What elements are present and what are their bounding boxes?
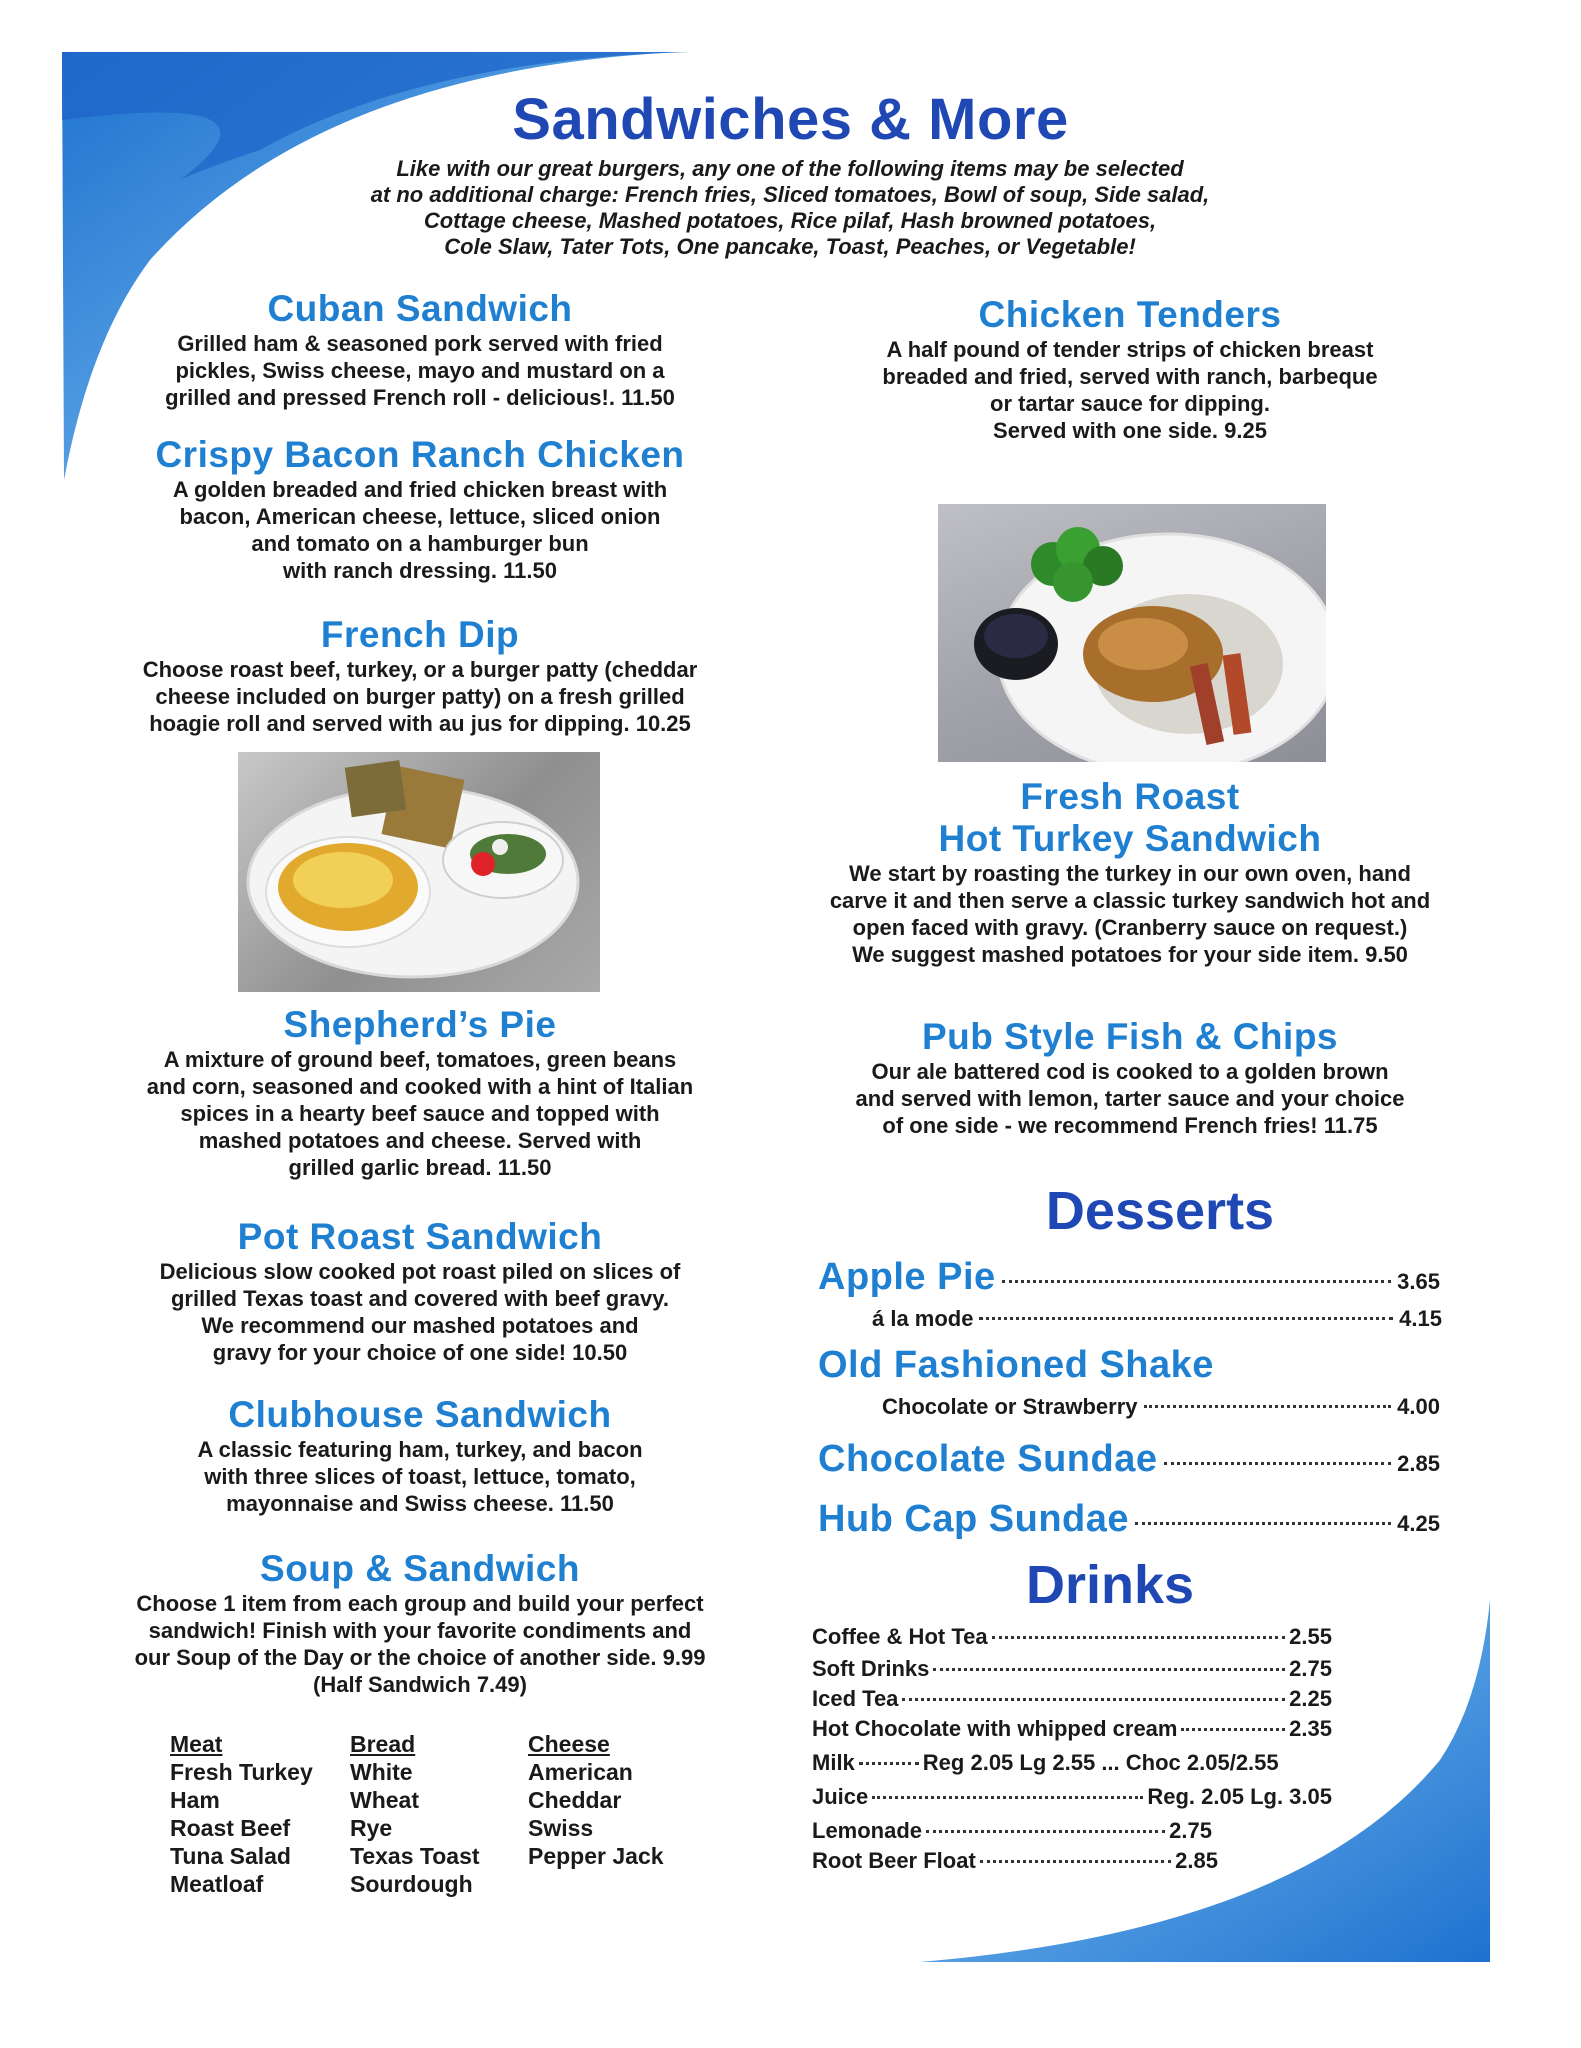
drink-name: Juice — [812, 1784, 869, 1809]
dot-leader — [926, 1830, 1165, 1833]
item-description — [790, 1058, 1470, 1139]
item-title: Chicken Tenders — [978, 294, 1282, 335]
item-description — [80, 1258, 760, 1366]
desc-line: Choose roast beef, turkey, or a burger patty (cheddar — [142, 657, 698, 682]
desc-line: hoagie roll and served with au jus for dipping. 10.25 — [149, 711, 691, 736]
drink-price: 2.75 — [1169, 1818, 1212, 1843]
dessert-name: á la mode — [872, 1306, 974, 1331]
drinks-heading: Drinks — [1025, 1555, 1195, 1615]
desc-line: with three slices of toast, lettuce, tomato, — [204, 1464, 636, 1489]
desc-line: with ranch dressing. 11.50 — [283, 558, 557, 583]
drink-name: Soft Drinks — [812, 1656, 930, 1681]
drink-name: Iced Tea — [812, 1686, 899, 1711]
drink-name: Root Beer Float — [812, 1848, 976, 1873]
shepherds-pie-photo — [238, 752, 600, 992]
group-item: Fresh Turkey — [170, 1759, 313, 1785]
desc-line: pickles, Swiss cheese, mayo and mustard on a — [175, 358, 665, 383]
crispy-bacon-ranch-item — [80, 434, 760, 584]
desc-line: Choose 1 item from each group and build your perfect — [136, 1591, 704, 1616]
group-item: Pepper Jack — [528, 1843, 664, 1869]
item-title: Clubhouse Sandwich — [228, 1394, 612, 1435]
desc-line: We suggest mashed potatoes for your side item. 9.50 — [852, 942, 1408, 967]
desc-line: mayonnaise and Swiss cheese. 11.50 — [226, 1491, 614, 1516]
desc-line: Delicious slow cooked pot roast piled on slices of — [159, 1259, 681, 1284]
drink-price: 2.55 — [1289, 1624, 1332, 1649]
apple-pie-row — [818, 1256, 1440, 1299]
desc-line: mashed potatoes and cheese. Served with — [198, 1128, 642, 1153]
dessert-name: Old Fashioned Shake — [818, 1344, 1214, 1386]
group-item: Meatloaf — [170, 1871, 264, 1897]
group-item: Roast Beef — [170, 1815, 291, 1841]
item-title: Pot Roast Sandwich — [237, 1216, 603, 1257]
price: 4.00 — [1397, 1394, 1440, 1419]
dot-leader — [933, 1668, 1285, 1671]
drink-row — [812, 1818, 1212, 1844]
dot-leader — [1144, 1405, 1392, 1408]
item-title: Crispy Bacon Ranch Chicken — [155, 434, 685, 475]
item-description — [790, 860, 1470, 968]
group-header: Meat — [170, 1731, 223, 1757]
group-item: Cheddar — [528, 1787, 622, 1813]
chocolate-sundae-row — [818, 1438, 1440, 1481]
item-description — [790, 336, 1470, 444]
item-title: Shepherd’s Pie — [283, 1004, 557, 1045]
dot-leader — [1181, 1728, 1285, 1731]
item-title: Pub Style Fish & Chips — [922, 1016, 1338, 1057]
desc-line: of one side - we recommend French fries! 11.75 — [882, 1113, 1378, 1138]
hot-turkey-item — [790, 776, 1470, 968]
desc-line: gravy for your choice of one side! 10.50 — [212, 1340, 628, 1365]
drink-name: Hot Chocolate with whipped cream — [812, 1716, 1178, 1741]
drink-row — [812, 1686, 1332, 1712]
cheese-group — [528, 1730, 664, 1870]
dot-leader — [1002, 1280, 1392, 1283]
drink-price: Reg 2.05 Lg 2.55 ... Choc 2.05/2.55 — [922, 1750, 1279, 1775]
french-dip-item — [80, 614, 760, 737]
item-description — [80, 330, 760, 411]
hot-turkey-photo — [938, 504, 1326, 762]
shake-flavor-row — [882, 1394, 1440, 1420]
dot-leader — [902, 1698, 1285, 1701]
desc-line: grilled garlic bread. 11.50 — [288, 1155, 552, 1180]
hubcap-sundae-row — [818, 1498, 1440, 1541]
desc-line: Served with one side. 9.25 — [993, 418, 1267, 443]
price: 2.85 — [1397, 1451, 1440, 1476]
cuban-sandwich-item — [80, 288, 760, 411]
desserts-heading: Desserts — [1045, 1181, 1275, 1241]
desc-line: bacon, American cheese, lettuce, sliced onion — [179, 504, 661, 529]
chicken-tenders-item — [790, 294, 1470, 444]
dot-leader — [1135, 1522, 1391, 1525]
desc-line: sandwich! Finish with your favorite condiments and — [148, 1618, 692, 1643]
item-description — [80, 476, 760, 584]
desc-line: A classic featuring ham, turkey, and bacon — [197, 1437, 643, 1462]
group-item: Texas Toast — [350, 1843, 480, 1869]
desc-line: open faced with gravy. (Cranberry sauce on request.) — [852, 915, 1408, 940]
desc-line: and served with lemon, tarter sauce and your choice — [855, 1086, 1405, 1111]
dessert-name: Hub Cap Sundae — [818, 1498, 1130, 1540]
drink-row — [812, 1624, 1332, 1650]
desc-line: A mixture of ground beef, tomatoes, green beans — [163, 1047, 677, 1072]
desc-line: A golden breaded and fried chicken breast with — [172, 477, 668, 502]
bread-group — [350, 1730, 480, 1898]
group-item: Sourdough — [350, 1871, 473, 1897]
drink-price: 2.75 — [1289, 1656, 1332, 1681]
drink-price: 2.25 — [1289, 1686, 1332, 1711]
desc-line: breaded and fried, served with ranch, barbeque — [882, 364, 1378, 389]
drink-row — [812, 1848, 1218, 1874]
desc-line: spices in a hearty beef sauce and topped with — [180, 1101, 660, 1126]
dessert-flavor: Chocolate or Strawberry — [882, 1394, 1138, 1419]
item-description — [80, 1046, 760, 1181]
item-title: Cuban Sandwich — [267, 288, 573, 329]
intro-line: Cottage cheese, Mashed potatoes, Rice pilaf, Hash browned potatoes, — [423, 208, 1157, 233]
price: 4.15 — [1399, 1306, 1442, 1331]
soup-sandwich-item — [70, 1548, 770, 1698]
desc-line: grilled Texas toast and covered with beef gravy. — [170, 1286, 669, 1311]
group-header: Bread — [350, 1731, 416, 1757]
dessert-name: Apple Pie — [818, 1256, 996, 1298]
item-title: Hot Turkey Sandwich — [938, 818, 1322, 859]
desc-line: cheese included on burger patty) on a fresh grilled — [155, 684, 685, 709]
shake-row — [818, 1344, 1440, 1387]
dot-leader — [859, 1762, 919, 1765]
group-item: Wheat — [350, 1787, 419, 1813]
pot-roast-item — [80, 1216, 760, 1366]
dessert-name: Chocolate Sundae — [818, 1438, 1158, 1480]
dot-leader — [872, 1796, 1143, 1799]
drink-price: 2.35 — [1289, 1716, 1332, 1741]
drink-name: Lemonade — [812, 1818, 923, 1843]
desc-line: (Half Sandwich 7.49) — [313, 1672, 527, 1697]
drink-row — [812, 1656, 1332, 1682]
drink-row — [812, 1784, 1332, 1810]
desc-line: and corn, seasoned and cooked with a hint of Italian — [146, 1074, 694, 1099]
drink-price: Reg. 2.05 Lg. 3.05 — [1147, 1784, 1332, 1809]
drink-row — [812, 1716, 1332, 1742]
intro-line: Cole Slaw, Tater Tots, One pancake, Toast, Peaches, or Vegetable! — [444, 234, 1136, 259]
desc-line: A half pound of tender strips of chicken breast — [886, 337, 1374, 362]
dot-leader — [979, 1317, 1393, 1320]
desc-line: our Soup of the Day or the choice of another side. 9.99 — [134, 1645, 706, 1670]
group-item: Ham — [170, 1787, 220, 1813]
group-item: Rye — [350, 1815, 393, 1841]
item-title: French Dip — [320, 614, 520, 655]
price: 3.65 — [1397, 1269, 1440, 1294]
shepherds-pie-item — [80, 1004, 760, 1181]
fish-chips-item — [790, 1016, 1470, 1139]
clubhouse-item — [80, 1394, 760, 1517]
intro-line: at no additional charge: French fries, Sliced tomatoes, Bowl of soup, Side salad, — [370, 182, 1210, 207]
desc-line: or tartar sauce for dipping. — [990, 391, 1270, 416]
desc-line: grilled and pressed French roll - delicious!. 11.50 — [165, 385, 675, 410]
page-title: Sandwiches & More — [512, 87, 1069, 152]
item-title: Soup & Sandwich — [260, 1548, 580, 1589]
dot-leader — [992, 1636, 1286, 1639]
item-description — [80, 656, 760, 737]
group-item: American — [528, 1759, 633, 1785]
desc-line: Our ale battered cod is cooked to a golden brown — [871, 1059, 1389, 1084]
dot-leader — [980, 1860, 1171, 1863]
drink-price: 2.85 — [1175, 1848, 1218, 1873]
drink-row — [812, 1750, 1332, 1776]
group-item: White — [350, 1759, 413, 1785]
desc-line: We start by roasting the turkey in our own oven, hand — [849, 861, 1411, 886]
intro-text — [250, 156, 1330, 260]
drink-name: Milk — [812, 1750, 855, 1775]
intro-line: Like with our great burgers, any one of the following items may be selected — [396, 156, 1184, 181]
desc-line: We recommend our mashed potatoes and — [201, 1313, 639, 1338]
dot-leader — [1164, 1462, 1392, 1465]
desc-line: carve it and then serve a classic turkey sandwich hot and — [829, 888, 1431, 913]
item-title: Fresh Roast — [1020, 776, 1240, 817]
price: 4.25 — [1397, 1511, 1440, 1536]
a-la-mode-row — [872, 1306, 1442, 1332]
meat-group — [170, 1730, 313, 1898]
item-description — [70, 1590, 770, 1698]
desc-line: Grilled ham & seasoned pork served with fried — [177, 331, 663, 356]
drink-name: Coffee & Hot Tea — [812, 1624, 988, 1649]
group-header: Cheese — [528, 1731, 610, 1757]
group-item: Tuna Salad — [170, 1843, 291, 1869]
group-item: Swiss — [528, 1815, 594, 1841]
item-description — [80, 1436, 760, 1517]
desc-line: and tomato on a hamburger bun — [251, 531, 589, 556]
